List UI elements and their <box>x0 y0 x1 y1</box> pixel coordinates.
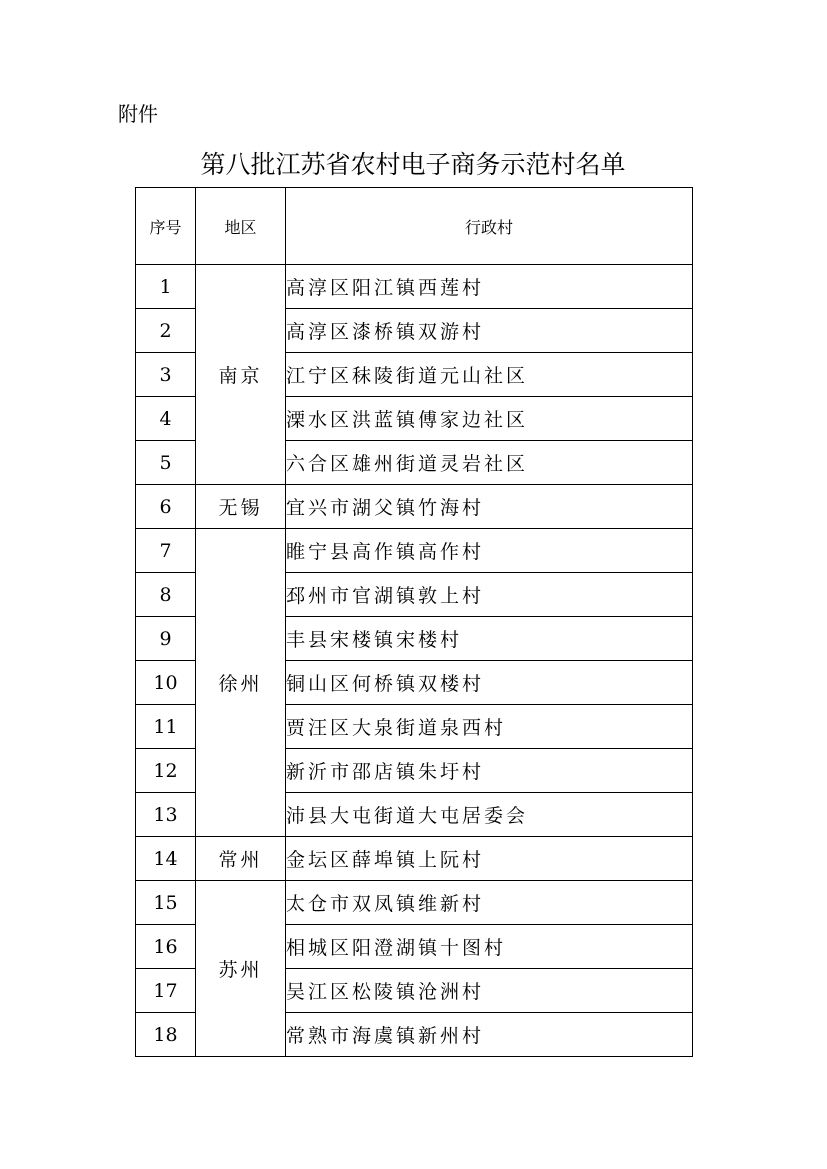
serial-number-cell: 15 <box>136 881 196 925</box>
village-cell: 丰县宋楼镇宋楼村 <box>286 617 693 661</box>
serial-number-cell: 13 <box>136 793 196 837</box>
serial-number-cell: 18 <box>136 1013 196 1057</box>
table-row <box>136 837 693 881</box>
village-cell: 新沂市邵店镇朱圩村 <box>286 749 693 793</box>
region-cell: 无锡 <box>196 485 286 529</box>
document-title: 第八批江苏省农村电子商务示范村名单 <box>200 150 626 179</box>
serial-number-cell: 3 <box>136 353 196 397</box>
village-cell: 常熟市海虞镇新州村 <box>286 1013 693 1057</box>
serial-number-cell: 10 <box>136 661 196 705</box>
serial-number-cell: 1 <box>136 265 196 309</box>
village-cell: 沛县大屯街道大屯居委会 <box>286 793 693 837</box>
serial-number-cell: 8 <box>136 573 196 617</box>
village-cell: 金坛区薛埠镇上阮村 <box>286 837 693 881</box>
serial-number-cell: 16 <box>136 925 196 969</box>
region-cell: 南京 <box>196 265 286 485</box>
serial-number-cell: 6 <box>136 485 196 529</box>
attachment-label: 附件 <box>118 102 158 126</box>
village-cell: 睢宁县高作镇高作村 <box>286 529 693 573</box>
table-row <box>136 485 693 529</box>
region-cell: 苏州 <box>196 881 286 1057</box>
table-header-row <box>136 188 693 265</box>
serial-number-cell: 7 <box>136 529 196 573</box>
table-row <box>136 529 693 573</box>
table-row <box>136 881 693 925</box>
village-cell: 贾汪区大泉街道泉西村 <box>286 705 693 749</box>
serial-number-cell: 11 <box>136 705 196 749</box>
village-cell: 吴江区松陵镇沧洲村 <box>286 969 693 1013</box>
village-cell: 铜山区何桥镇双楼村 <box>286 661 693 705</box>
serial-number-cell: 4 <box>136 397 196 441</box>
serial-number-cell: 14 <box>136 837 196 881</box>
village-cell: 溧水区洪蓝镇傅家边社区 <box>286 397 693 441</box>
village-cell: 六合区雄州街道灵岩社区 <box>286 441 693 485</box>
village-cell: 太仓市双凤镇维新村 <box>286 881 693 925</box>
table-body <box>136 265 693 1057</box>
region-cell: 常州 <box>196 837 286 881</box>
village-cell: 高淳区漆桥镇双游村 <box>286 309 693 353</box>
header-serial-number: 序号 <box>136 188 196 265</box>
serial-number-cell: 9 <box>136 617 196 661</box>
village-cell: 相城区阳澄湖镇十图村 <box>286 925 693 969</box>
serial-number-cell: 12 <box>136 749 196 793</box>
table-row <box>136 265 693 309</box>
header-village: 行政村 <box>286 188 693 265</box>
village-cell: 江宁区秣陵街道元山社区 <box>286 353 693 397</box>
serial-number-cell: 2 <box>136 309 196 353</box>
village-list-table <box>135 187 693 1057</box>
header-region: 地区 <box>196 188 286 265</box>
village-cell: 宜兴市湖父镇竹海村 <box>286 485 693 529</box>
serial-number-cell: 5 <box>136 441 196 485</box>
region-cell: 徐州 <box>196 529 286 837</box>
village-cell: 高淳区阳江镇西莲村 <box>286 265 693 309</box>
serial-number-cell: 17 <box>136 969 196 1013</box>
village-cell: 邳州市官湖镇敦上村 <box>286 573 693 617</box>
